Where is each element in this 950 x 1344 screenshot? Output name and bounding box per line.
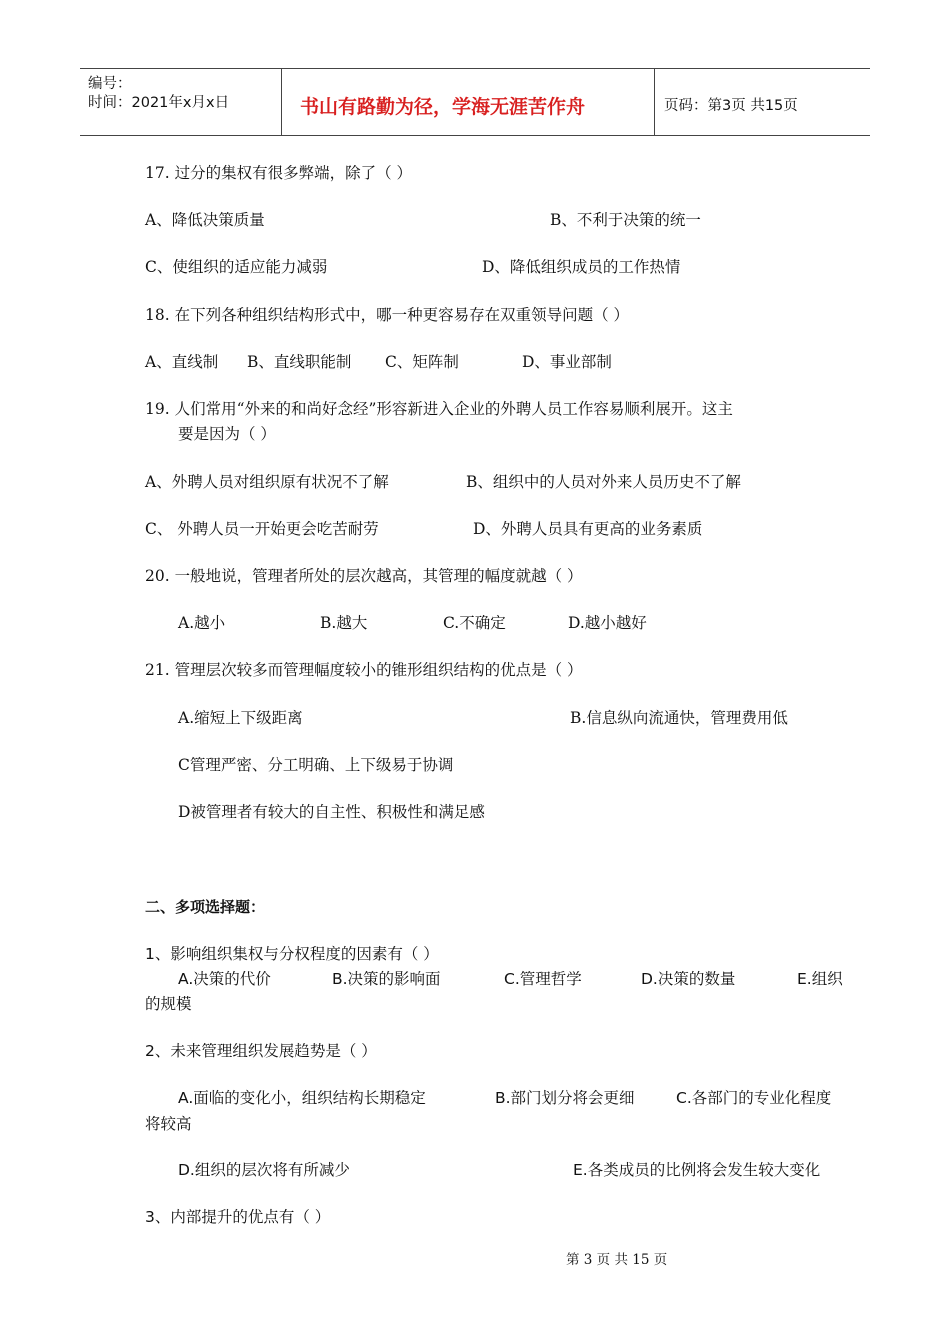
question-21-option-d: D被管理者有较大的自主性、积极性和满足感 <box>178 803 485 821</box>
multi-question-2-option-e: E.各类成员的比例将会发生较大变化 <box>573 1161 821 1179</box>
question-17-option-a: A、降低决策质量 <box>145 211 265 229</box>
header-number-label: 编号： <box>88 76 132 92</box>
question-20-option-b: B.越大 <box>320 614 368 632</box>
multi-question-2-option-a: A.面临的变化小，组织结构长期稳定 <box>178 1089 426 1107</box>
multi-question-1-option-a: A.决策的代价 <box>178 970 271 988</box>
header-divider-left <box>281 68 282 135</box>
section-title-multi-choice: 二、多项选择题： <box>145 898 266 916</box>
multi-question-2-wrap: 将较高 <box>145 1115 192 1133</box>
question-17-option-c: C、使组织的适应能力减弱 <box>145 258 328 276</box>
question-20-option-c: C.不确定 <box>443 614 506 632</box>
multi-question-2-option-b: B.部门划分将会更细 <box>495 1089 635 1107</box>
header-top-border <box>80 68 870 69</box>
question-18-option-b: B、直线职能制 <box>247 353 352 371</box>
question-18-option-d: D、事业部制 <box>522 353 612 371</box>
multi-question-1-option-b: B.决策的影响面 <box>332 970 441 988</box>
header-divider-right <box>654 68 655 135</box>
page-footer: 第 3 页 共 15 页 <box>566 1252 668 1268</box>
question-21-option-a: A.缩短上下级距离 <box>178 709 303 727</box>
question-19-stem: 19. 人们常用“外来的和尚好念经”形容新进入企业的外聘人员工作容易顺利展开。这主 <box>145 400 733 418</box>
question-20-option-d: D.越小越好 <box>568 614 647 632</box>
question-19-option-b: B、组织中的人员对外来人员历史不了解 <box>466 473 741 491</box>
question-18-option-a: A、直线制 <box>145 353 219 371</box>
multi-question-2-option-d: D.组织的层次将有所减少 <box>178 1161 350 1179</box>
question-17-option-b: B、不利于决策的统一 <box>550 211 701 229</box>
question-17-stem: 17. 过分的集权有很多弊端，除了（ ） <box>145 164 413 182</box>
question-19-option-d: D、外聘人员具有更高的业务素质 <box>473 520 703 538</box>
question-19-option-a: A、外聘人员对组织原有状况不了解 <box>145 473 389 491</box>
question-20-stem: 20. 一般地说，管理者所处的层次越高，其管理的幅度就越（ ） <box>145 567 583 585</box>
multi-question-1-option-c: C.管理哲学 <box>504 970 582 988</box>
multi-question-1-wrap: 的规模 <box>145 995 192 1013</box>
question-18-stem: 18. 在下列各种组织结构形式中，哪一种更容易存在双重领导问题（ ） <box>145 306 630 324</box>
multi-question-2-stem: 2、未来管理组织发展趋势是（ ） <box>145 1042 377 1060</box>
header-time-label: 时间：2021年x月x日 <box>88 95 230 111</box>
question-19-option-c: C、 外聘人员一开始更会吃苦耐劳 <box>145 520 379 538</box>
question-17-option-d: D、降低组织成员的工作热情 <box>482 258 681 276</box>
question-21-option-c: C管理严密、分工明确、上下级易于协调 <box>178 756 454 774</box>
question-21-option-b: B.信息纵向流通快，管理费用低 <box>570 709 788 727</box>
question-18-option-c: C、矩阵制 <box>385 353 459 371</box>
multi-question-3-stem: 3、内部提升的优点有（ ） <box>145 1208 331 1226</box>
header-motto: 书山有路勤为径，学海无涯苦作舟 <box>300 96 586 118</box>
question-21-stem: 21. 管理层次较多而管理幅度较小的锥形组织结构的优点是（ ） <box>145 661 583 679</box>
header-page-info: 页码：第3页 共15页 <box>664 98 798 114</box>
question-20-option-a: A.越小 <box>178 614 226 632</box>
multi-question-1-option-e: E.组织 <box>797 970 843 988</box>
header-bottom-border <box>80 135 870 136</box>
question-19-stem-continued: 要是因为（ ） <box>178 425 276 443</box>
multi-question-1-stem: 1、影响组织集权与分权程度的因素有（ ） <box>145 945 439 963</box>
multi-question-1-option-d: D.决策的数量 <box>641 970 736 988</box>
multi-question-2-option-c: C.各部门的专业化程度 <box>676 1089 832 1107</box>
